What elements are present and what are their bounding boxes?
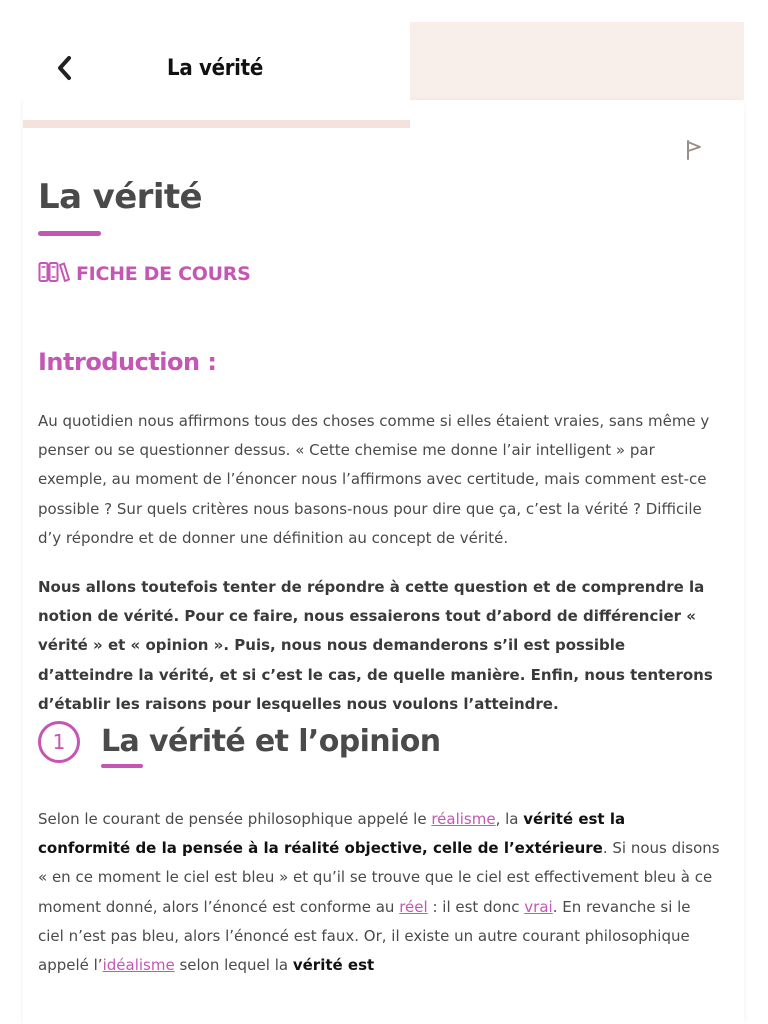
report-flag-button[interactable] xyxy=(682,138,706,162)
header-right-panel xyxy=(410,22,744,100)
text-segment: : il est donc xyxy=(427,897,525,916)
intro-heading: Introduction : xyxy=(38,348,217,376)
intro-paragraph-2: Nous allons toutefois tenter de répondre à cette question et de comprendre la notion de vérité. Pour ce faire, nous essaierons tout d’abord de différencier « vérité » et « opinion ». Puis, nous nous demanderons s’il est possible d’atteindre la vérité, et si c’est le cas, de quelle manière. Enfin, nous tenterons d’établir les raisons pour lesquelles nous voulons l’atteindre. xyxy=(38,578,713,713)
text-segment: . Si nous disons « en ce moment le ciel est bleu » et qu’il se trouve que le ciel est effectivement bleu à ce moment donné, alors l’énoncé est conforme au xyxy=(38,839,720,916)
badge-label: FICHE DE COURS xyxy=(76,263,251,285)
section-accent-bar xyxy=(101,764,143,768)
section-number-badge: 1 xyxy=(38,721,80,763)
bold-definition: vérité est xyxy=(292,956,375,975)
intro-paragraph-1: Au quotidien nous affirmons tous des choses comme si elles étaient vraies, sans même y penser ou se questionner dessus. « Cette chemise me donne l’air intelligent » par exemple, au moment de l’énoncer nous l’affirmons avec certitude, mais comment est-ce possible ? Sur quels critères nous basons-nous pour dire que ça, c’est la vérité ? Difficile d’y répondre et de donner une définition au concept de vérité. xyxy=(38,412,710,547)
link-vrai[interactable]: vrai xyxy=(524,897,553,916)
course-sheet-badge xyxy=(38,260,251,288)
link-realisme[interactable]: réalisme xyxy=(431,810,496,828)
chevron-left-icon xyxy=(54,54,74,86)
title-accent-bar xyxy=(38,231,101,236)
text-segment: Selon le courant de pensée philosophique appelé le xyxy=(38,810,432,828)
text-segment: selon lequel la xyxy=(174,956,293,975)
section-paragraph xyxy=(38,805,720,980)
text-segment: . En revanche si le ciel n’est pas bleu, alors l’énoncé est faux. Or, il existe un autre courant philosophique appelé l’ xyxy=(38,897,691,975)
header-title: La vérité xyxy=(167,56,263,81)
header-divider xyxy=(23,120,410,128)
link-idealisme[interactable]: idéalisme xyxy=(102,956,175,975)
page-title: La vérité xyxy=(38,177,203,217)
books-icon xyxy=(38,260,70,288)
flag-icon xyxy=(682,147,706,166)
link-reel[interactable]: réel xyxy=(399,897,428,916)
back-button[interactable] xyxy=(46,52,82,88)
text-segment: , la xyxy=(495,810,524,828)
section-title: La vérité et l’opinion xyxy=(101,724,441,759)
bold-definition: vérité est la conformité de la pensée à la réalité objective, celle de l’extérieure xyxy=(38,810,626,858)
